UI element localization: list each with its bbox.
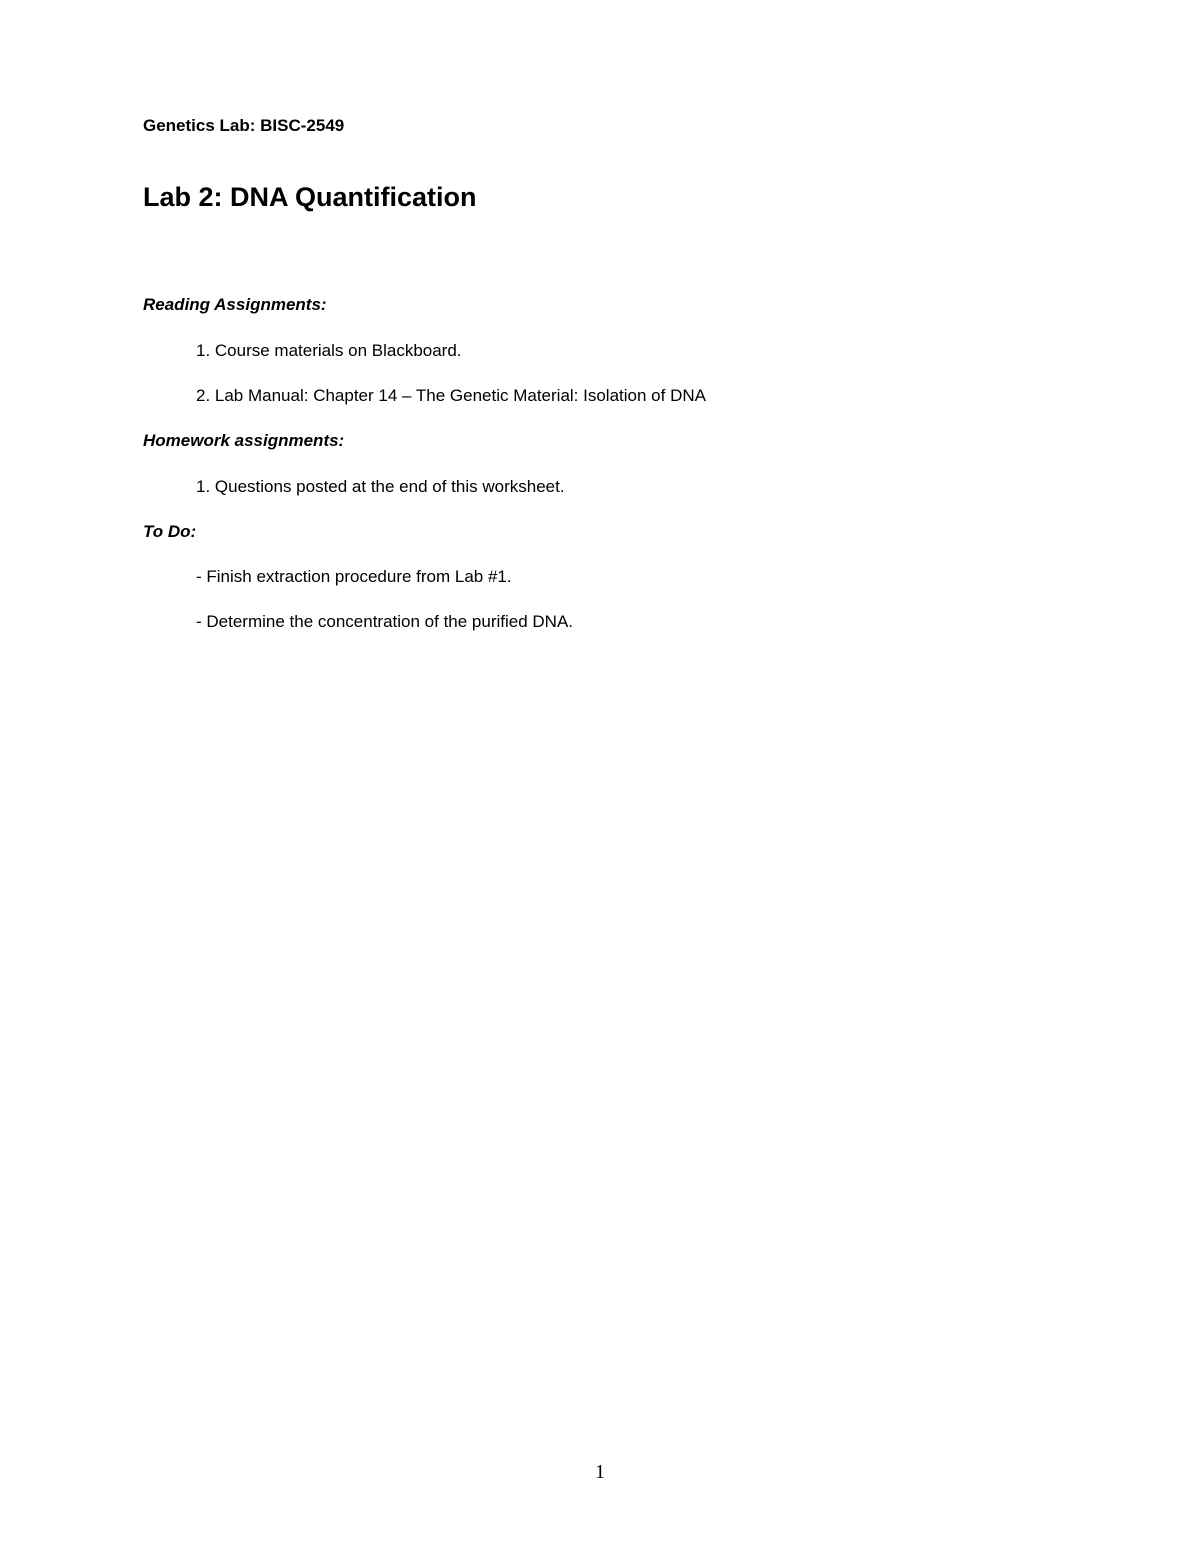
reading-item: 2. Lab Manual: Chapter 14 – The Genetic Material: Isolation of DNA [196,386,706,405]
reading-assignments-heading: Reading Assignments: [143,295,327,314]
homework-assignments-heading: Homework assignments: [143,431,345,450]
todo-item: - Determine the concentration of the purified DNA. [196,612,574,631]
page-number: 1 [595,1461,605,1483]
course-header: Genetics Lab: BISC-2549 [143,116,345,135]
lab-title: Lab 2: DNA Quantification [143,182,477,212]
homework-item: 1. Questions posted at the end of this worksheet. [196,477,565,496]
reading-item: 1. Course materials on Blackboard. [196,341,462,360]
todo-heading: To Do: [143,522,197,541]
todo-item: - Finish extraction procedure from Lab #1. [196,567,512,586]
